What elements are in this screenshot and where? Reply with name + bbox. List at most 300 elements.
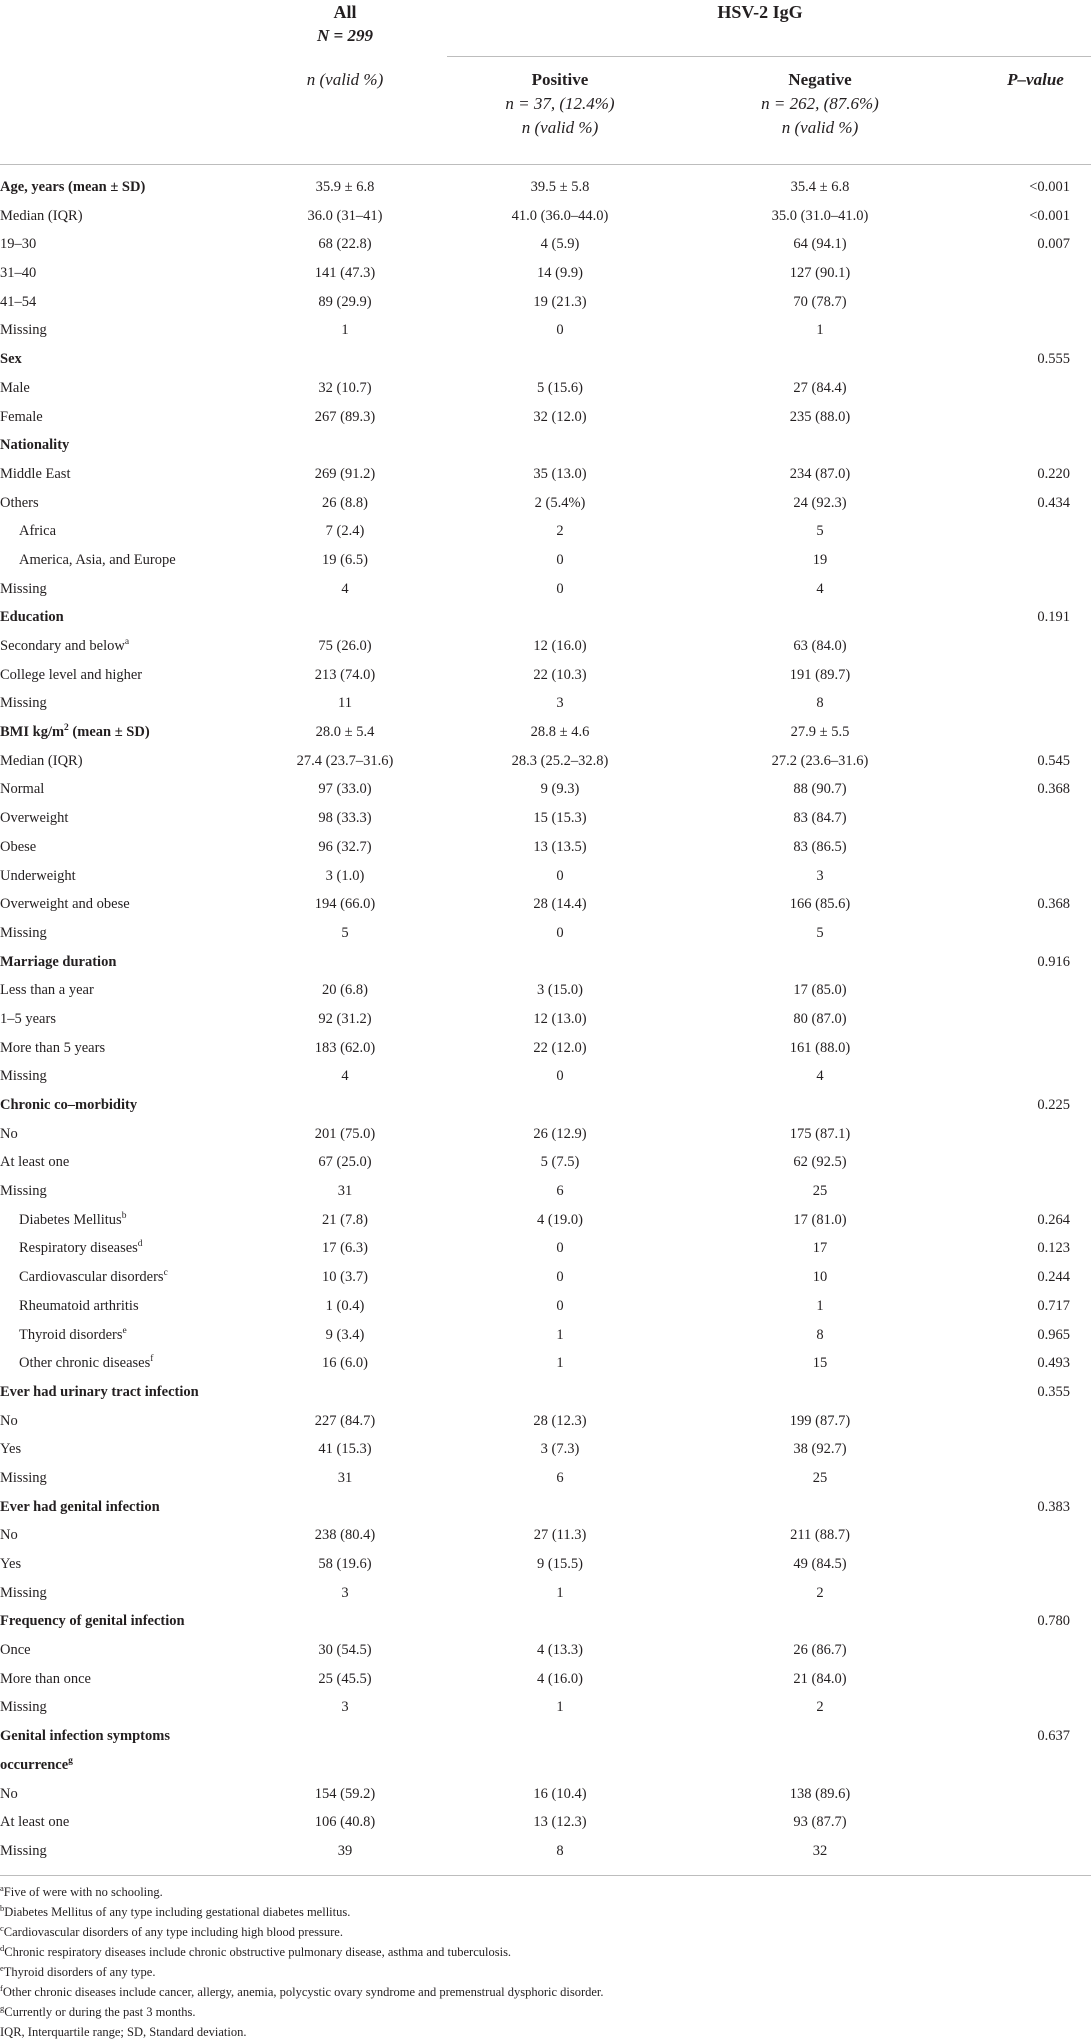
cell-positive: 0 <box>556 1068 564 1085</box>
cell-pvalue: 0.368 <box>1037 896 1070 913</box>
row-label: More than 5 years <box>0 1039 106 1056</box>
row-label: Missing <box>0 322 47 339</box>
cell-all: 27.4 (23.7–31.6) <box>296 752 394 769</box>
row-label: 19–30 <box>0 236 37 253</box>
cell-pvalue: 0.965 <box>1037 1326 1070 1343</box>
cell-negative: 83 (86.5) <box>793 838 847 855</box>
table-row <box>0 576 1091 605</box>
cell-positive: 0 <box>556 1269 564 1286</box>
cell-negative: 8 <box>816 1326 824 1343</box>
cell-pvalue: 0.780 <box>1037 1613 1070 1630</box>
cell-negative: 17 (81.0) <box>793 1211 847 1228</box>
cell-negative: 80 (87.0) <box>793 1010 847 1027</box>
cell-all: 267 (89.3) <box>314 408 376 425</box>
table-row <box>0 1580 1091 1609</box>
cell-negative: 1 <box>816 1297 824 1314</box>
table-row <box>0 260 1091 289</box>
row-label: Underweight <box>0 867 76 884</box>
row-label: Middle East <box>0 465 71 482</box>
row-label: Other chronic diseases$^f$ <box>19 1354 154 1372</box>
row-label: At least one <box>0 1814 70 1831</box>
cell-all: 3 <box>341 1699 349 1716</box>
cell-pvalue: 0.220 <box>1037 465 1070 482</box>
cell-all: 30 (54.5) <box>318 1642 372 1659</box>
cell-all: 9 (3.4) <box>325 1326 365 1343</box>
row-label: Ever had genital infection <box>0 1498 160 1515</box>
cell-positive: 1 <box>556 1326 564 1343</box>
footnote-marker: a <box>124 637 130 648</box>
all-title: All <box>333 2 357 22</box>
row-label: Missing <box>0 695 47 712</box>
cell-all: 194 (66.0) <box>314 896 376 913</box>
column-header-pvalue: P–value <box>1007 70 1064 89</box>
cell-all: 141 (47.3) <box>314 265 376 282</box>
cell-positive: 8 <box>556 1842 564 1859</box>
footnote-text: Five of were with no schooling. <box>3 1885 163 1899</box>
footnote-marker: g <box>68 1755 73 1766</box>
row-label: Age, years (mean ± SD) <box>0 179 146 195</box>
cell-positive: 16 (10.4) <box>533 1785 587 1802</box>
cell-all: 58 (19.6) <box>318 1556 372 1572</box>
cell-negative: 17 <box>812 1240 828 1257</box>
footnote-marker: 2 <box>64 723 69 734</box>
cell-negative: 2 <box>816 1584 824 1601</box>
row-label: Median (IQR) <box>0 207 83 224</box>
group-header-rule <box>447 56 1091 57</box>
cell-negative: 21 (84.0) <box>793 1670 847 1687</box>
cell-positive: 4 (19.0) <box>537 1211 583 1228</box>
cell-negative: 35.0 (31.0–41.0) <box>771 207 869 224</box>
negative-title: Negative <box>788 70 852 89</box>
cell-all: 5 <box>341 924 349 941</box>
table-row <box>0 375 1091 404</box>
table-row <box>0 461 1091 490</box>
all-subheader: n (valid %) <box>306 70 384 89</box>
cell-pvalue: 0.355 <box>1037 1383 1070 1400</box>
row-label: No <box>0 1527 18 1544</box>
footer-rule <box>0 1875 1091 1876</box>
table-row <box>0 891 1091 920</box>
row-label: Thyroid disorders$^e$ <box>19 1325 127 1343</box>
cell-all: 36.0 (31–41) <box>307 207 383 224</box>
cell-positive: 9 (9.3) <box>540 781 580 798</box>
cell-pvalue: <0.001 <box>1029 179 1070 195</box>
cell-all: 28.0 ± 5.4 <box>315 724 375 741</box>
row-label: Missing <box>0 1183 47 1200</box>
cell-all: 213 (74.0) <box>314 666 376 683</box>
cell-positive: 3 <box>556 695 564 712</box>
footnote-text: Currently or during the past 3 months. <box>4 2005 196 2019</box>
cell-all: 183 (62.0) <box>314 1039 376 1056</box>
cell-all: 201 (75.0) <box>314 1125 376 1142</box>
table-body <box>0 174 1091 1867</box>
row-label: occurrence$^g$ <box>0 1755 73 1773</box>
cell-positive: 41.0 (36.0–44.0) <box>511 207 609 224</box>
cell-positive: 14 (9.9) <box>537 265 583 282</box>
row-label: Missing <box>0 1068 47 1085</box>
row-label: Diabetes Mellitus$^b$ <box>19 1210 127 1228</box>
cell-positive: 5 (15.6) <box>537 379 583 396</box>
row-label: Missing <box>0 1469 47 1486</box>
row-label: Female <box>0 408 43 425</box>
row-label: Missing <box>0 580 47 597</box>
footnote-marker: e <box>0 1962 4 1973</box>
cell-positive: 12 (13.0) <box>533 1010 587 1027</box>
footnotes <box>0 1882 1091 2042</box>
cell-pvalue: 0.555 <box>1037 351 1070 368</box>
cell-all: 11 <box>338 695 352 712</box>
row-label: Nationality <box>0 437 70 454</box>
footnote-text: Chronic respiratory diseases include chronic obstructive pulmonary disease, asthma and tuberculosis. <box>4 1945 512 1959</box>
row-label: Education <box>0 609 64 626</box>
cell-all: 89 (29.9) <box>318 293 372 310</box>
cell-negative: 211 (88.7) <box>790 1527 850 1544</box>
table-row <box>0 920 1091 949</box>
row-label: Rheumatoid arthritis <box>19 1297 139 1314</box>
cell-all: 32 (10.7) <box>318 379 372 396</box>
footnote <box>0 1982 1091 2002</box>
cell-all: 16 (6.0) <box>322 1355 368 1372</box>
table-row <box>0 1235 1091 1264</box>
row-label: Obese <box>0 838 37 855</box>
cell-all: 39 <box>337 1842 353 1859</box>
row-label: Marriage duration <box>0 953 117 970</box>
cell-positive: 6 <box>556 1183 564 1200</box>
cell-pvalue: 0.545 <box>1037 752 1070 769</box>
cell-pvalue: <0.001 <box>1029 207 1070 224</box>
cell-negative: 70 (78.7) <box>793 293 847 310</box>
cell-all: 1 (0.4) <box>325 1297 365 1314</box>
column-header-all <box>270 0 420 92</box>
cell-negative: 15 <box>812 1355 828 1372</box>
cell-all: 92 (31.2) <box>318 1010 372 1027</box>
cell-pvalue: 0.493 <box>1037 1355 1070 1372</box>
cell-negative: 199 (87.7) <box>789 1412 851 1429</box>
table-row <box>0 1809 1091 1838</box>
cell-negative: 1 <box>816 322 824 339</box>
negative-n: n = 262, (87.6%) <box>761 94 879 113</box>
table-row <box>0 1063 1091 1092</box>
cell-negative: 26 (86.7) <box>793 1642 847 1659</box>
row-label: Frequency of genital infection <box>0 1613 185 1630</box>
table-row <box>0 1149 1091 1178</box>
section-header-row <box>0 1379 1091 1408</box>
table-row <box>0 1551 1091 1580</box>
row-label: Once <box>0 1642 31 1659</box>
footnote <box>0 2022 1091 2042</box>
cell-negative: 138 (89.6) <box>789 1785 851 1802</box>
cell-positive: 4 (13.3) <box>537 1642 583 1659</box>
cell-negative: 88 (90.7) <box>793 781 847 798</box>
row-label: No <box>0 1785 18 1802</box>
footnote-marker: b <box>121 1210 127 1221</box>
section-header-row <box>0 1608 1091 1637</box>
cell-all: 31 <box>337 1183 353 1200</box>
cell-all: 3 (1.0) <box>325 867 365 884</box>
cell-all: 20 (6.8) <box>322 982 368 999</box>
table-row <box>0 317 1091 346</box>
cell-positive: 1 <box>556 1355 564 1372</box>
cell-negative: 235 (88.0) <box>789 408 851 425</box>
cell-negative: 63 (84.0) <box>793 638 847 654</box>
cell-negative: 49 (84.5) <box>793 1556 847 1572</box>
row-label: At least one <box>0 1154 70 1171</box>
table-row <box>0 289 1091 318</box>
table-row <box>0 834 1091 863</box>
cell-positive: 1 <box>556 1699 564 1716</box>
section-header-row <box>0 432 1091 461</box>
section-header-row <box>0 719 1091 748</box>
cell-all: 26 (8.8) <box>322 494 368 511</box>
cell-pvalue: 0.368 <box>1037 781 1070 798</box>
cell-negative: 17 (85.0) <box>793 982 847 999</box>
footnote-marker: e <box>122 1325 127 1336</box>
cell-all: 3 <box>341 1584 349 1601</box>
table-row <box>0 490 1091 519</box>
cell-negative: 35.4 ± 6.8 <box>790 179 850 195</box>
cell-pvalue: 0.383 <box>1037 1498 1070 1515</box>
cell-positive: 0 <box>556 1240 564 1257</box>
cell-positive: 28 (14.4) <box>533 896 587 913</box>
cell-negative: 25 <box>812 1183 828 1200</box>
footnote-text: Thyroid disorders of any type. <box>3 1965 156 1979</box>
cell-pvalue: 0.717 <box>1037 1297 1070 1314</box>
cell-all: 4 <box>341 1068 349 1085</box>
cell-negative: 4 <box>816 580 824 597</box>
footnote-text: Cardiovascular disorders of any type including high blood pressure. <box>3 1925 343 1939</box>
cell-positive: 28.3 (25.2–32.8) <box>511 752 609 769</box>
table-row <box>0 1121 1091 1150</box>
cell-all: 97 (33.0) <box>318 781 372 798</box>
cell-positive: 5 (7.5) <box>540 1154 580 1171</box>
cell-positive: 2 (5.4%) <box>534 494 586 511</box>
cell-all: 269 (91.2) <box>314 465 376 482</box>
cell-negative: 93 (87.7) <box>793 1814 847 1831</box>
cell-pvalue: 0.191 <box>1037 609 1070 626</box>
table-row <box>0 1322 1091 1351</box>
cell-positive: 3 (7.3) <box>540 1441 580 1458</box>
cell-all: 75 (26.0) <box>318 638 372 654</box>
table-row <box>0 1006 1091 1035</box>
cell-positive: 6 <box>556 1469 564 1486</box>
section-header-row <box>0 604 1091 633</box>
table-row <box>0 1465 1091 1494</box>
row-label: Genital infection symptoms <box>0 1728 170 1745</box>
cell-positive: 15 (15.3) <box>533 810 587 827</box>
cell-negative: 27 (84.4) <box>793 379 847 396</box>
row-label: Missing <box>0 924 47 941</box>
cell-positive: 0 <box>556 1297 564 1314</box>
row-label: No <box>0 1125 18 1142</box>
cell-negative: 3 <box>816 867 824 884</box>
row-label: Sex <box>0 351 22 368</box>
table-row <box>0 1207 1091 1236</box>
footnote-marker: g <box>0 2002 5 2013</box>
cell-positive: 39.5 ± 5.8 <box>530 179 590 195</box>
cell-negative: 83 (84.7) <box>793 810 847 827</box>
cell-positive: 22 (12.0) <box>533 1039 587 1056</box>
footnote-text: IQR, Interquartile range; SD, Standard deviation. <box>0 2025 247 2039</box>
section-header-row <box>0 1752 1091 1781</box>
positive-title: Positive <box>531 70 589 89</box>
cell-positive: 0 <box>556 551 564 568</box>
section-header-row <box>0 1494 1091 1523</box>
cell-negative: 19 <box>812 551 828 568</box>
table-row <box>0 1408 1091 1437</box>
cell-positive: 2 <box>556 523 564 540</box>
table-row <box>0 404 1091 433</box>
table-row <box>0 662 1091 691</box>
footnote <box>0 1922 1091 1942</box>
section-header-row <box>0 174 1091 203</box>
footnote-marker: d <box>137 1239 143 1250</box>
cell-pvalue: 0.916 <box>1037 953 1070 970</box>
cell-negative: 2 <box>816 1699 824 1716</box>
column-header-positive <box>460 68 660 140</box>
cell-negative: 166 (85.6) <box>789 896 851 913</box>
footnote-marker: f <box>0 1982 3 1993</box>
row-label: Median (IQR) <box>0 752 83 769</box>
cell-negative: 10 <box>812 1269 828 1286</box>
cell-positive: 4 (5.9) <box>540 236 580 253</box>
cell-all: 68 (22.8) <box>318 236 372 253</box>
table-row <box>0 1436 1091 1465</box>
cell-positive: 0 <box>556 867 564 884</box>
cell-pvalue: 0.264 <box>1037 1211 1070 1228</box>
table-row <box>0 203 1091 232</box>
section-header-row <box>0 949 1091 978</box>
cell-pvalue: 0.244 <box>1037 1269 1070 1286</box>
cell-negative: 4 <box>816 1068 824 1085</box>
all-n: N = 299 <box>317 26 373 45</box>
header-rule <box>0 164 1091 165</box>
cell-positive: 13 (13.5) <box>533 838 587 855</box>
cell-negative: 24 (92.3) <box>793 494 847 511</box>
cell-all: 67 (25.0) <box>318 1154 372 1171</box>
cell-negative: 27.9 ± 5.5 <box>790 724 850 741</box>
cell-all: 98 (33.3) <box>318 810 372 827</box>
cell-all: 4 <box>341 580 349 597</box>
cell-positive: 9 (15.5) <box>537 1556 583 1572</box>
cell-negative: 8 <box>816 695 824 712</box>
cell-negative: 32 <box>812 1842 828 1859</box>
row-label: Africa <box>19 523 57 540</box>
cell-pvalue: 0.225 <box>1037 1097 1070 1113</box>
cell-negative: 5 <box>816 924 824 941</box>
table-row <box>0 805 1091 834</box>
table-row <box>0 1838 1091 1867</box>
section-header-row <box>0 346 1091 375</box>
cell-all: 35.9 ± 6.8 <box>315 179 375 195</box>
row-label: Male <box>0 379 30 396</box>
table-row <box>0 748 1091 777</box>
footnote-marker: f <box>150 1354 154 1365</box>
cell-positive: 26 (12.9) <box>533 1125 587 1142</box>
cell-positive: 28.8 ± 4.6 <box>530 724 590 741</box>
footnote <box>0 1962 1091 1982</box>
cell-negative: 25 <box>812 1469 828 1486</box>
cell-negative: 127 (90.1) <box>789 265 851 282</box>
row-label: America, Asia, and Europe <box>19 551 176 568</box>
cell-negative: 5 <box>816 523 824 540</box>
table-row <box>0 518 1091 547</box>
table-row <box>0 633 1091 662</box>
row-label: BMI $kg/m^2$ (mean ± SD) <box>0 723 150 741</box>
row-label: Yes <box>0 1556 22 1572</box>
table-row <box>0 1264 1091 1293</box>
cell-positive: 3 (15.0) <box>537 982 583 999</box>
cell-positive: 1 <box>556 1584 564 1601</box>
footnote-text: Other chronic diseases include cancer, allergy, anemia, polycystic ovary syndrome and premenstrual dysphoric disorder. <box>2 1985 604 1999</box>
footnote-marker: d <box>0 1942 5 1953</box>
cell-positive: 32 (12.0) <box>533 408 587 425</box>
row-label: Respiratory diseases$^d$ <box>19 1239 143 1257</box>
cell-all: 238 (80.4) <box>314 1527 376 1544</box>
cell-positive: 4 (16.0) <box>537 1670 583 1687</box>
table-row <box>0 776 1091 805</box>
section-header-row <box>0 1092 1091 1121</box>
cell-negative: 62 (92.5) <box>793 1154 847 1171</box>
table-row <box>0 1350 1091 1379</box>
cell-all: 25 (45.5) <box>318 1670 372 1687</box>
cell-all: 96 (32.7) <box>318 838 372 855</box>
footnote-marker: c <box>0 1922 4 1933</box>
cell-negative: 64 (94.1) <box>793 236 847 253</box>
row-label: Missing <box>0 1842 47 1859</box>
cell-negative: 38 (92.7) <box>793 1441 847 1458</box>
row-label: Overweight and obese <box>0 896 130 913</box>
footnote <box>0 1942 1091 1962</box>
cell-negative: 161 (88.0) <box>789 1039 851 1056</box>
row-label: Missing <box>0 1699 47 1716</box>
column-header-negative <box>720 68 920 140</box>
cell-positive: 13 (12.3) <box>533 1814 587 1831</box>
cell-all: 106 (40.8) <box>314 1814 376 1831</box>
row-label: 1–5 years <box>0 1010 56 1027</box>
row-label: Secondary and below$^a$ <box>0 637 130 654</box>
positive-subheader: n (valid %) <box>521 118 599 137</box>
section-header-row <box>0 1723 1091 1752</box>
cell-positive: 28 (12.3) <box>533 1412 587 1429</box>
table-row <box>0 977 1091 1006</box>
table-row <box>0 1035 1091 1064</box>
cell-positive: 27 (11.3) <box>533 1527 587 1544</box>
cell-pvalue: 0.123 <box>1037 1240 1070 1257</box>
cell-positive: 0 <box>556 580 564 597</box>
cell-all: 227 (84.7) <box>314 1412 376 1429</box>
footnote <box>0 2002 1091 2022</box>
table-row <box>0 1666 1091 1695</box>
table-row <box>0 1522 1091 1551</box>
cell-all: 41 (15.3) <box>318 1441 372 1458</box>
cell-positive: 0 <box>556 322 564 339</box>
cell-positive: 22 (10.3) <box>533 666 587 683</box>
group-header-hsv2: HSV-2 IgG <box>717 2 803 22</box>
table-row <box>0 231 1091 260</box>
footnote <box>0 1882 1091 1902</box>
row-label: 41–54 <box>0 293 37 310</box>
footnote-marker: c <box>163 1268 168 1279</box>
footnote-marker: a <box>0 1882 4 1893</box>
row-label: Yes <box>0 1441 22 1458</box>
cell-positive: 0 <box>556 924 564 941</box>
row-label: College level and higher <box>0 666 143 683</box>
row-label: Chronic co–morbidity <box>0 1097 138 1113</box>
positive-n: n = 37, (12.4%) <box>505 94 615 113</box>
cell-all: 7 (2.4) <box>325 523 365 540</box>
table-row <box>0 1293 1091 1322</box>
cell-all: 10 (3.7) <box>322 1269 368 1286</box>
